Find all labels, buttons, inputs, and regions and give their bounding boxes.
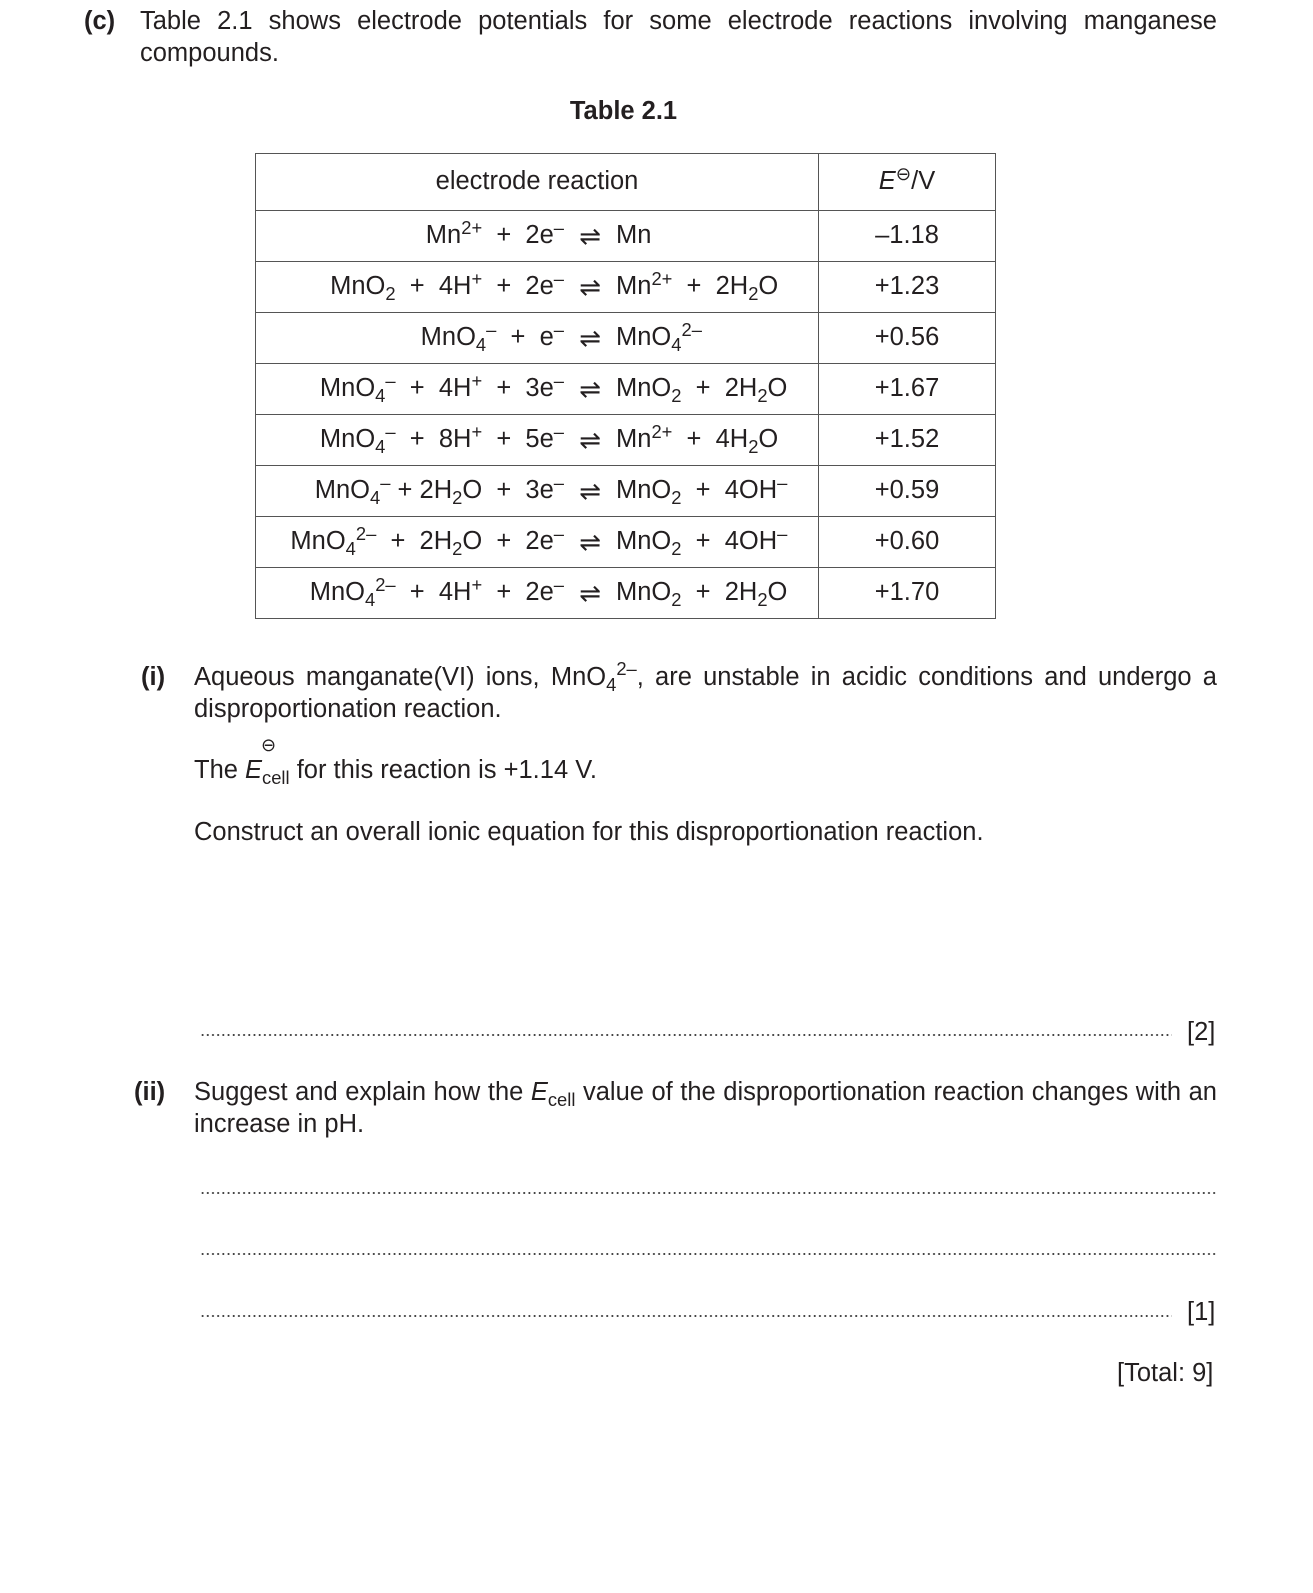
equilibrium-arrow-icon: ⇌ xyxy=(579,271,601,302)
part-c-label: (c) xyxy=(84,7,116,35)
equilibrium-arrow-icon: ⇌ xyxy=(579,424,601,455)
potential-value: +1.23 xyxy=(819,262,996,313)
table-row xyxy=(256,313,996,364)
part-ii-text: Suggest and explain how the $E_{cell}$ value of the disproportionation reaction changes with an increase in pH. xyxy=(194,1078,1217,1138)
table-header-row xyxy=(256,154,996,211)
equilibrium-arrow-icon: ⇌ xyxy=(579,322,601,353)
equilibrium-arrow-icon: ⇌ xyxy=(579,220,601,251)
potential-value: –1.18 xyxy=(819,211,996,262)
reaction-lhs: $Mn^{2+} + 2e^-$ xyxy=(425,216,564,250)
marks-ii: [1] xyxy=(1187,1298,1216,1326)
table-row xyxy=(256,517,996,568)
reaction-rhs: $MnO_2 + 2H_2O$ xyxy=(616,578,788,610)
standard-state-symbol: ⊖ xyxy=(261,735,277,755)
answer-line-ii-1[interactable] xyxy=(200,1191,1217,1195)
potential-value: +1.67 xyxy=(819,364,996,415)
reaction-lhs: MnO$_4^{2-}$ + 4H+ + 2e– xyxy=(309,573,564,610)
table-row xyxy=(256,364,996,415)
reaction-rhs: $Mn^{2+} + 4H_2O$ xyxy=(616,420,779,457)
potential-value: +0.59 xyxy=(819,466,996,517)
total-marks: [Total: 9] xyxy=(1117,1359,1214,1387)
reaction-rhs: MnO$_4^{2-}$ xyxy=(616,318,702,355)
reaction-lhs: $MnO_4^{2-} + 2H_2O + 2e^-$ xyxy=(290,522,564,559)
reaction-lhs: MnO$_4$– + 4H+ + 3e– xyxy=(319,369,564,406)
table-row xyxy=(256,211,996,262)
header-e-standard: E⊖/V xyxy=(819,154,996,211)
table-title: Table 2.1 xyxy=(569,97,678,125)
part-i-instruction: Construct an overall ionic equation for this disproportionation reaction. xyxy=(194,818,984,846)
equilibrium-arrow-icon: ⇌ xyxy=(579,475,601,506)
header-electrode-reaction: electrode reaction xyxy=(256,154,819,211)
reaction-lhs: $MnO_4^- + 2H_2O + 3e^-$ xyxy=(314,471,564,508)
ecell-statement: The E ⊖ $_{cell}$ for this reaction is +1.14 V. xyxy=(194,735,597,788)
potential-value: +1.70 xyxy=(819,568,996,619)
reaction-rhs: MnO$_2$ + 4OH– xyxy=(616,522,788,559)
answer-line-ii-3[interactable] xyxy=(200,1314,1172,1318)
answer-line-ii-2[interactable] xyxy=(200,1252,1217,1256)
part-c-text: Table 2.1 shows electrode potentials for some electrode reactions involving manganese compounds. xyxy=(140,7,1217,67)
reaction-rhs: Mn xyxy=(616,221,652,250)
potential-value: +1.52 xyxy=(819,415,996,466)
equilibrium-arrow-icon: ⇌ xyxy=(579,373,601,404)
part-i-label: (i) xyxy=(141,663,166,691)
reaction-rhs: $MnO_2 + 2H_2O$ xyxy=(616,374,788,406)
marks-i: [2] xyxy=(1187,1018,1216,1046)
potential-value: +0.56 xyxy=(819,313,996,364)
reaction-lhs: MnO$_2$ + 4H+ + 2e– xyxy=(330,267,564,304)
potential-value: +0.60 xyxy=(819,517,996,568)
table-row xyxy=(256,568,996,619)
reaction-lhs: MnO$_4$– + 8H+ + 5e– xyxy=(319,420,564,457)
answer-line-i[interactable] xyxy=(200,1033,1172,1037)
table-row xyxy=(256,466,996,517)
reaction-lhs: MnO$_4$– + e– xyxy=(420,318,564,355)
part-ii-label: (ii) xyxy=(134,1078,166,1106)
electrode-potentials-table xyxy=(255,153,996,619)
part-i-text: Aqueous manganate(VI) ions, MnO$_4^{2-}$, are unstable in acidic conditions and undergo a disproportionation reaction. xyxy=(194,658,1217,723)
table-row xyxy=(256,415,996,466)
equilibrium-arrow-icon: ⇌ xyxy=(579,526,601,557)
reaction-rhs: MnO$_2$ + 4OH– xyxy=(616,471,788,508)
equilibrium-arrow-icon: ⇌ xyxy=(579,577,601,608)
table-row xyxy=(256,262,996,313)
reaction-rhs: $Mn^{2+} + 2H_2O$ xyxy=(616,267,779,304)
